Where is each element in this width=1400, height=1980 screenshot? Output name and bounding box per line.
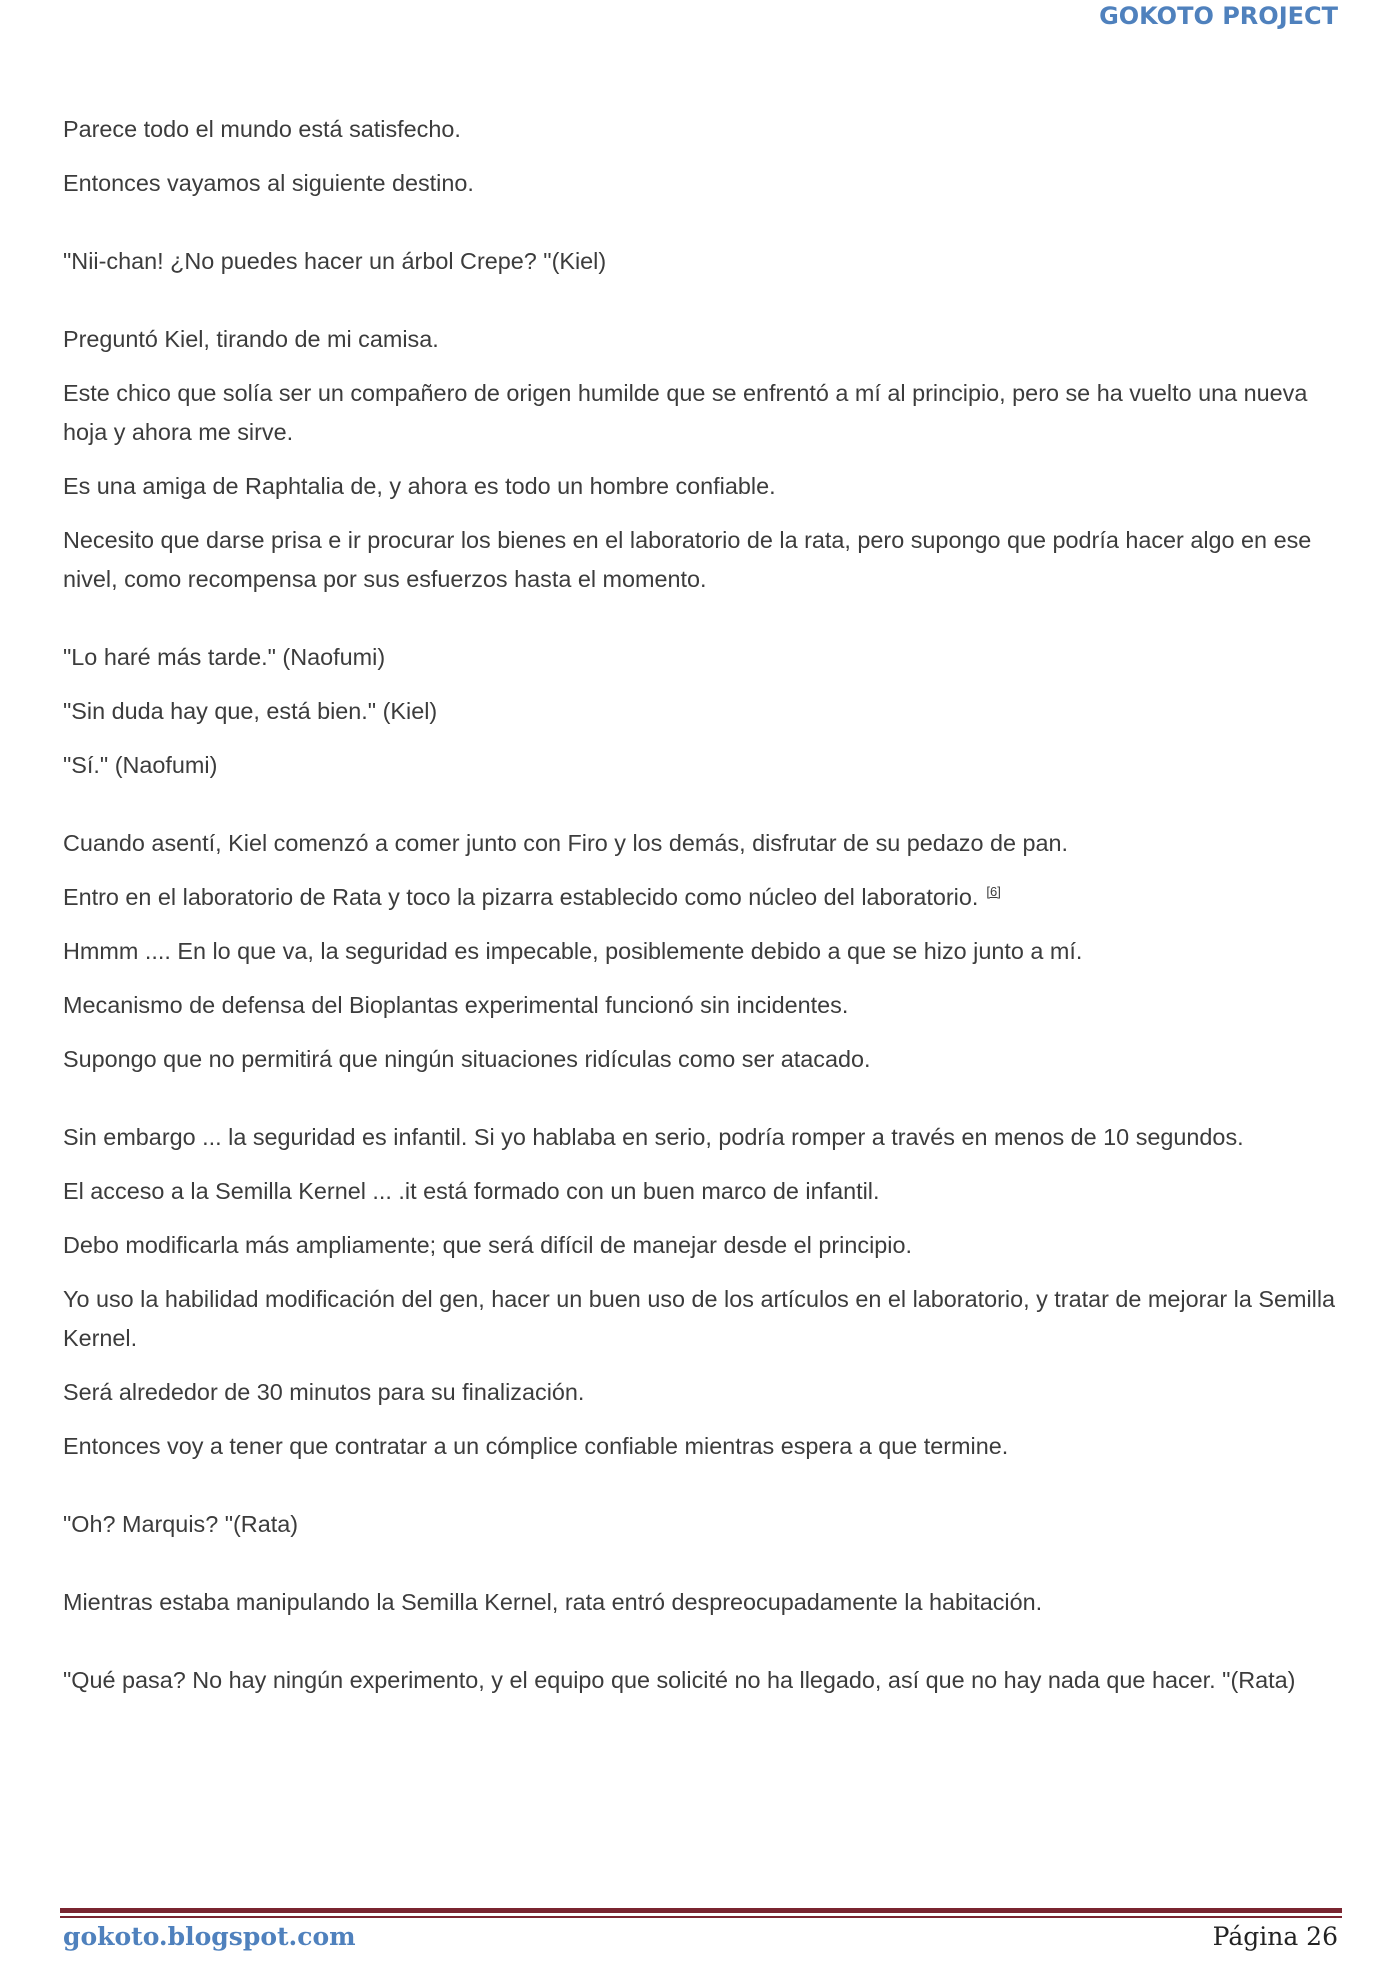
document-body — [63, 110, 1353, 1715]
paragraph — [63, 1505, 1353, 1544]
paragraph — [63, 374, 1353, 452]
paragraph — [63, 164, 1353, 203]
footer-divider-thin — [60, 1916, 1342, 1918]
page-header-title: GOKOTO PROJECT — [1099, 2, 1338, 30]
paragraph-text: Supongo que no permitirá que ningún situaciones ridículas como ser atacado. — [63, 1046, 871, 1072]
paragraph — [63, 746, 1353, 785]
paragraph — [63, 320, 1353, 359]
footer-divider — [60, 1908, 1342, 1913]
paragraph — [63, 1661, 1353, 1700]
paragraph — [63, 932, 1353, 971]
paragraph — [63, 638, 1353, 677]
paragraph-text: "Nii-chan! ¿No puedes hacer un árbol Crepe? "(Kiel) — [63, 248, 607, 274]
paragraph-text: "Sin duda hay que, está bien." (Kiel) — [63, 698, 438, 724]
paragraph — [63, 110, 1353, 149]
paragraph — [63, 1583, 1353, 1622]
paragraph-text: Debo modificarla más ampliamente; que será difícil de manejar desde el principio. — [63, 1232, 912, 1258]
paragraph-text: "Oh? Marquis? "(Rata) — [63, 1511, 299, 1537]
paragraph-text: Preguntó Kiel, tirando de mi camisa. — [63, 326, 439, 352]
paragraph-text: Hmmm .... En lo que va, la seguridad es impecable, posiblemente debido a que se hizo junto a mí. — [63, 938, 1083, 964]
paragraph — [63, 1373, 1353, 1412]
paragraph — [63, 692, 1353, 731]
paragraph — [63, 1280, 1353, 1358]
paragraph — [63, 824, 1353, 863]
paragraph — [63, 1172, 1353, 1211]
paragraph-text: Será alrededor de 30 minutos para su finalización. — [63, 1379, 585, 1405]
footer-site-link[interactable]: gokoto.blogspot.com — [63, 1922, 356, 1951]
paragraph-text: Cuando asentí, Kiel comenzó a comer junto con Firo y los demás, disfrutar de su pedazo de pan. — [63, 830, 1069, 856]
paragraph — [63, 467, 1353, 506]
paragraph-text: Mientras estaba manipulando la Semilla Kernel, rata entró despreocupadamente la habitación. — [63, 1589, 1043, 1615]
paragraph — [63, 521, 1353, 599]
paragraph — [63, 878, 1353, 917]
paragraph — [63, 1040, 1353, 1079]
paragraph-text: Entro en el laboratorio de Rata y toco la pizarra establecido como núcleo del laboratorio. — [63, 884, 979, 910]
paragraph — [63, 1226, 1353, 1265]
paragraph — [63, 242, 1353, 281]
paragraph-text: Necesito que darse prisa e ir procurar los bienes en el laboratorio de la rata, pero supongo que podría hacer algo en ese nivel, como recompensa por sus esfuerzos hasta el momento. — [63, 527, 1312, 592]
paragraph-text: Es una amiga de Raphtalia de, y ahora es todo un hombre confiable. — [63, 473, 776, 499]
paragraph-text: "Sí." (Naofumi) — [63, 752, 218, 778]
footer-page-number: Página 26 — [1212, 1922, 1338, 1951]
paragraph-text: Entonces vayamos al siguiente destino. — [63, 170, 474, 196]
paragraph-text: Yo uso la habilidad modificación del gen, hacer un buen uso de los artículos en el laboratorio, y tratar de mejorar la Semilla Kernel. — [63, 1286, 1336, 1351]
paragraph-text: Mecanismo de defensa del Bioplantas experimental funcionó sin incidentes. — [63, 992, 849, 1018]
paragraph — [63, 986, 1353, 1025]
paragraph-text: Parece todo el mundo está satisfecho. — [63, 116, 461, 142]
paragraph — [63, 1118, 1353, 1157]
paragraph-text: "Lo haré más tarde." (Naofumi) — [63, 644, 386, 670]
paragraph-text: Entonces voy a tener que contratar a un cómplice confiable mientras espera a que termine. — [63, 1433, 1009, 1459]
paragraph-text: Sin embargo ... la seguridad es infantil. Si yo hablaba en serio, podría romper a través en menos de 10 segundos. — [63, 1124, 1244, 1150]
footnote-link[interactable]: [6] — [986, 884, 1001, 899]
paragraph-text: El acceso a la Semilla Kernel ... .it está formado con un buen marco de infantil. — [63, 1178, 880, 1204]
paragraph-text: "Qué pasa? No hay ningún experimento, y el equipo que solicité no ha llegado, así que no hay nada que hacer. "(Rata) — [63, 1667, 1296, 1693]
paragraph — [63, 1427, 1353, 1466]
paragraph-text: Este chico que solía ser un compañero de origen humilde que se enfrentó a mí al principio, pero se ha vuelto una nueva hoja y ahora me sirve. — [63, 380, 1308, 445]
